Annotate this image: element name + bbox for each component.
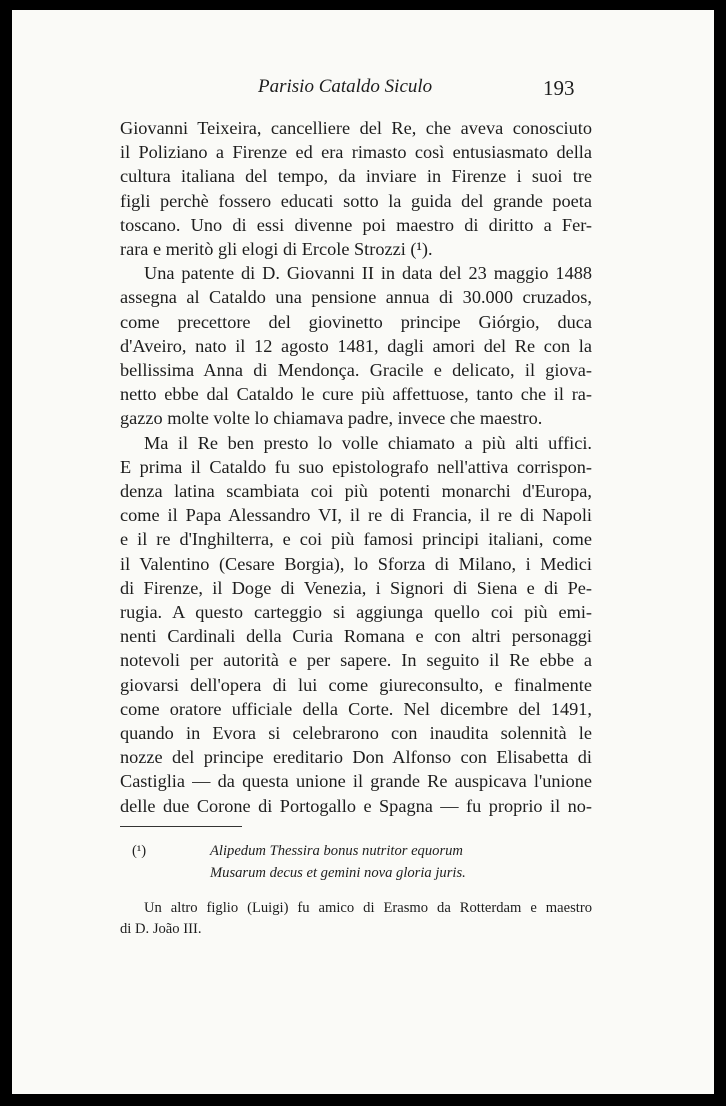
text-line: cultura italiana del tempo, da inviare in Firenze i suoi tre [120, 166, 592, 187]
footnote-note [120, 898, 592, 940]
main-text [120, 116, 592, 818]
book-page [12, 10, 714, 1094]
page-header [12, 76, 714, 106]
text-line: come oratore ufficiale della Corte. Nel dicembre del 1491, [120, 698, 592, 719]
footnote-verse-line: Alipedum Thessira bonus nutritor equorum [210, 843, 463, 859]
text-line: bellissima Anna di Mendonça. Gracile e delicato, il giova- [120, 360, 592, 381]
text-line: come il Papa Alessandro VI, il re di Francia, il re di Napoli [120, 505, 592, 526]
footnote-mark: (¹) [132, 843, 147, 859]
text-line: denza latina scambiata coi più potenti monarchi d'Europa, [120, 481, 592, 502]
text-line: rugia. A questo carteggio si aggiunga quello coi più emi- [120, 602, 592, 623]
text-line: nozze del principe ereditario Don Alfonso con Elisabetta di [120, 747, 592, 768]
text-line: notevoli per autorità e per sapere. In seguito il Re ebbe a [120, 650, 592, 671]
text-line: assegna al Cataldo una pensione annua di 30.000 cruzados, [120, 287, 592, 308]
text-line: figli perchè fossero educati sotto la guida del grande poeta [120, 190, 592, 211]
footnote-divider [120, 826, 242, 827]
text-line: giovarsi dell'opera di lui come giureconsulto, e finalmente [120, 674, 592, 695]
footnote-verse-lines [210, 840, 466, 884]
footnote-verse-line: Musarum decus et gemini nova gloria juris. [210, 865, 466, 881]
running-title: Parisio Cataldo Siculo [258, 76, 433, 97]
text-line: d'Aveiro, nato il 12 agosto 1481, dagli amori del Re con la [120, 335, 592, 356]
page-number: 193 [543, 76, 575, 100]
text-line: come precettore del giovinetto principe Giórgio, duca [120, 311, 592, 332]
text-line: netto ebbe dal Cataldo le cure più affettuose, tanto che il ra- [120, 384, 592, 405]
text-line: Castiglia — da questa unione il grande Re auspicava l'unione [120, 771, 592, 792]
text-line: Ma il Re ben presto lo volle chiamato a più alti uffici. [144, 432, 592, 453]
text-line: rara e meritò gli elogi di Ercole Strozzi (¹). [120, 239, 433, 260]
text-line: di Firenze, il Doge di Venezia, i Signori di Siena e di Pe- [120, 577, 592, 598]
text-line: toscano. Uno di essi divenne poi maestro di diritto a Fer- [120, 214, 592, 235]
text-line: E prima il Cataldo fu suo epistolografo nell'attiva corrispon- [120, 456, 592, 477]
footnote-note-line: Un altro figlio (Luigi) fu amico di Erasmo da Rotterdam e maestro [144, 900, 592, 916]
text-line: gazzo molte volte lo chiamava padre, invece che maestro. [120, 408, 543, 429]
text-line: quando in Evora si celebrarono con inaudita solennità le [120, 723, 592, 744]
text-line: Giovanni Teixeira, cancelliere del Re, che aveva conosciuto [120, 118, 592, 138]
footnote-note-line: di D. João III. [120, 921, 202, 937]
text-line: Una patente di D. Giovanni II in data del 23 maggio 1488 [144, 263, 592, 284]
text-line: il Valentino (Cesare Borgia), lo Sforza di Milano, i Medici [120, 553, 592, 574]
text-line: delle due Corone di Portogallo e Spagna — fu proprio il no- [120, 795, 592, 816]
text-line: e il re d'Inghilterra, e coi più famosi principi italiani, come [120, 529, 592, 550]
text-line: nenti Cardinali della Curia Romana e con altri personaggi [120, 626, 592, 647]
text-line: il Poliziano a Firenze ed era rimasto così entusiasmato della [120, 142, 592, 163]
